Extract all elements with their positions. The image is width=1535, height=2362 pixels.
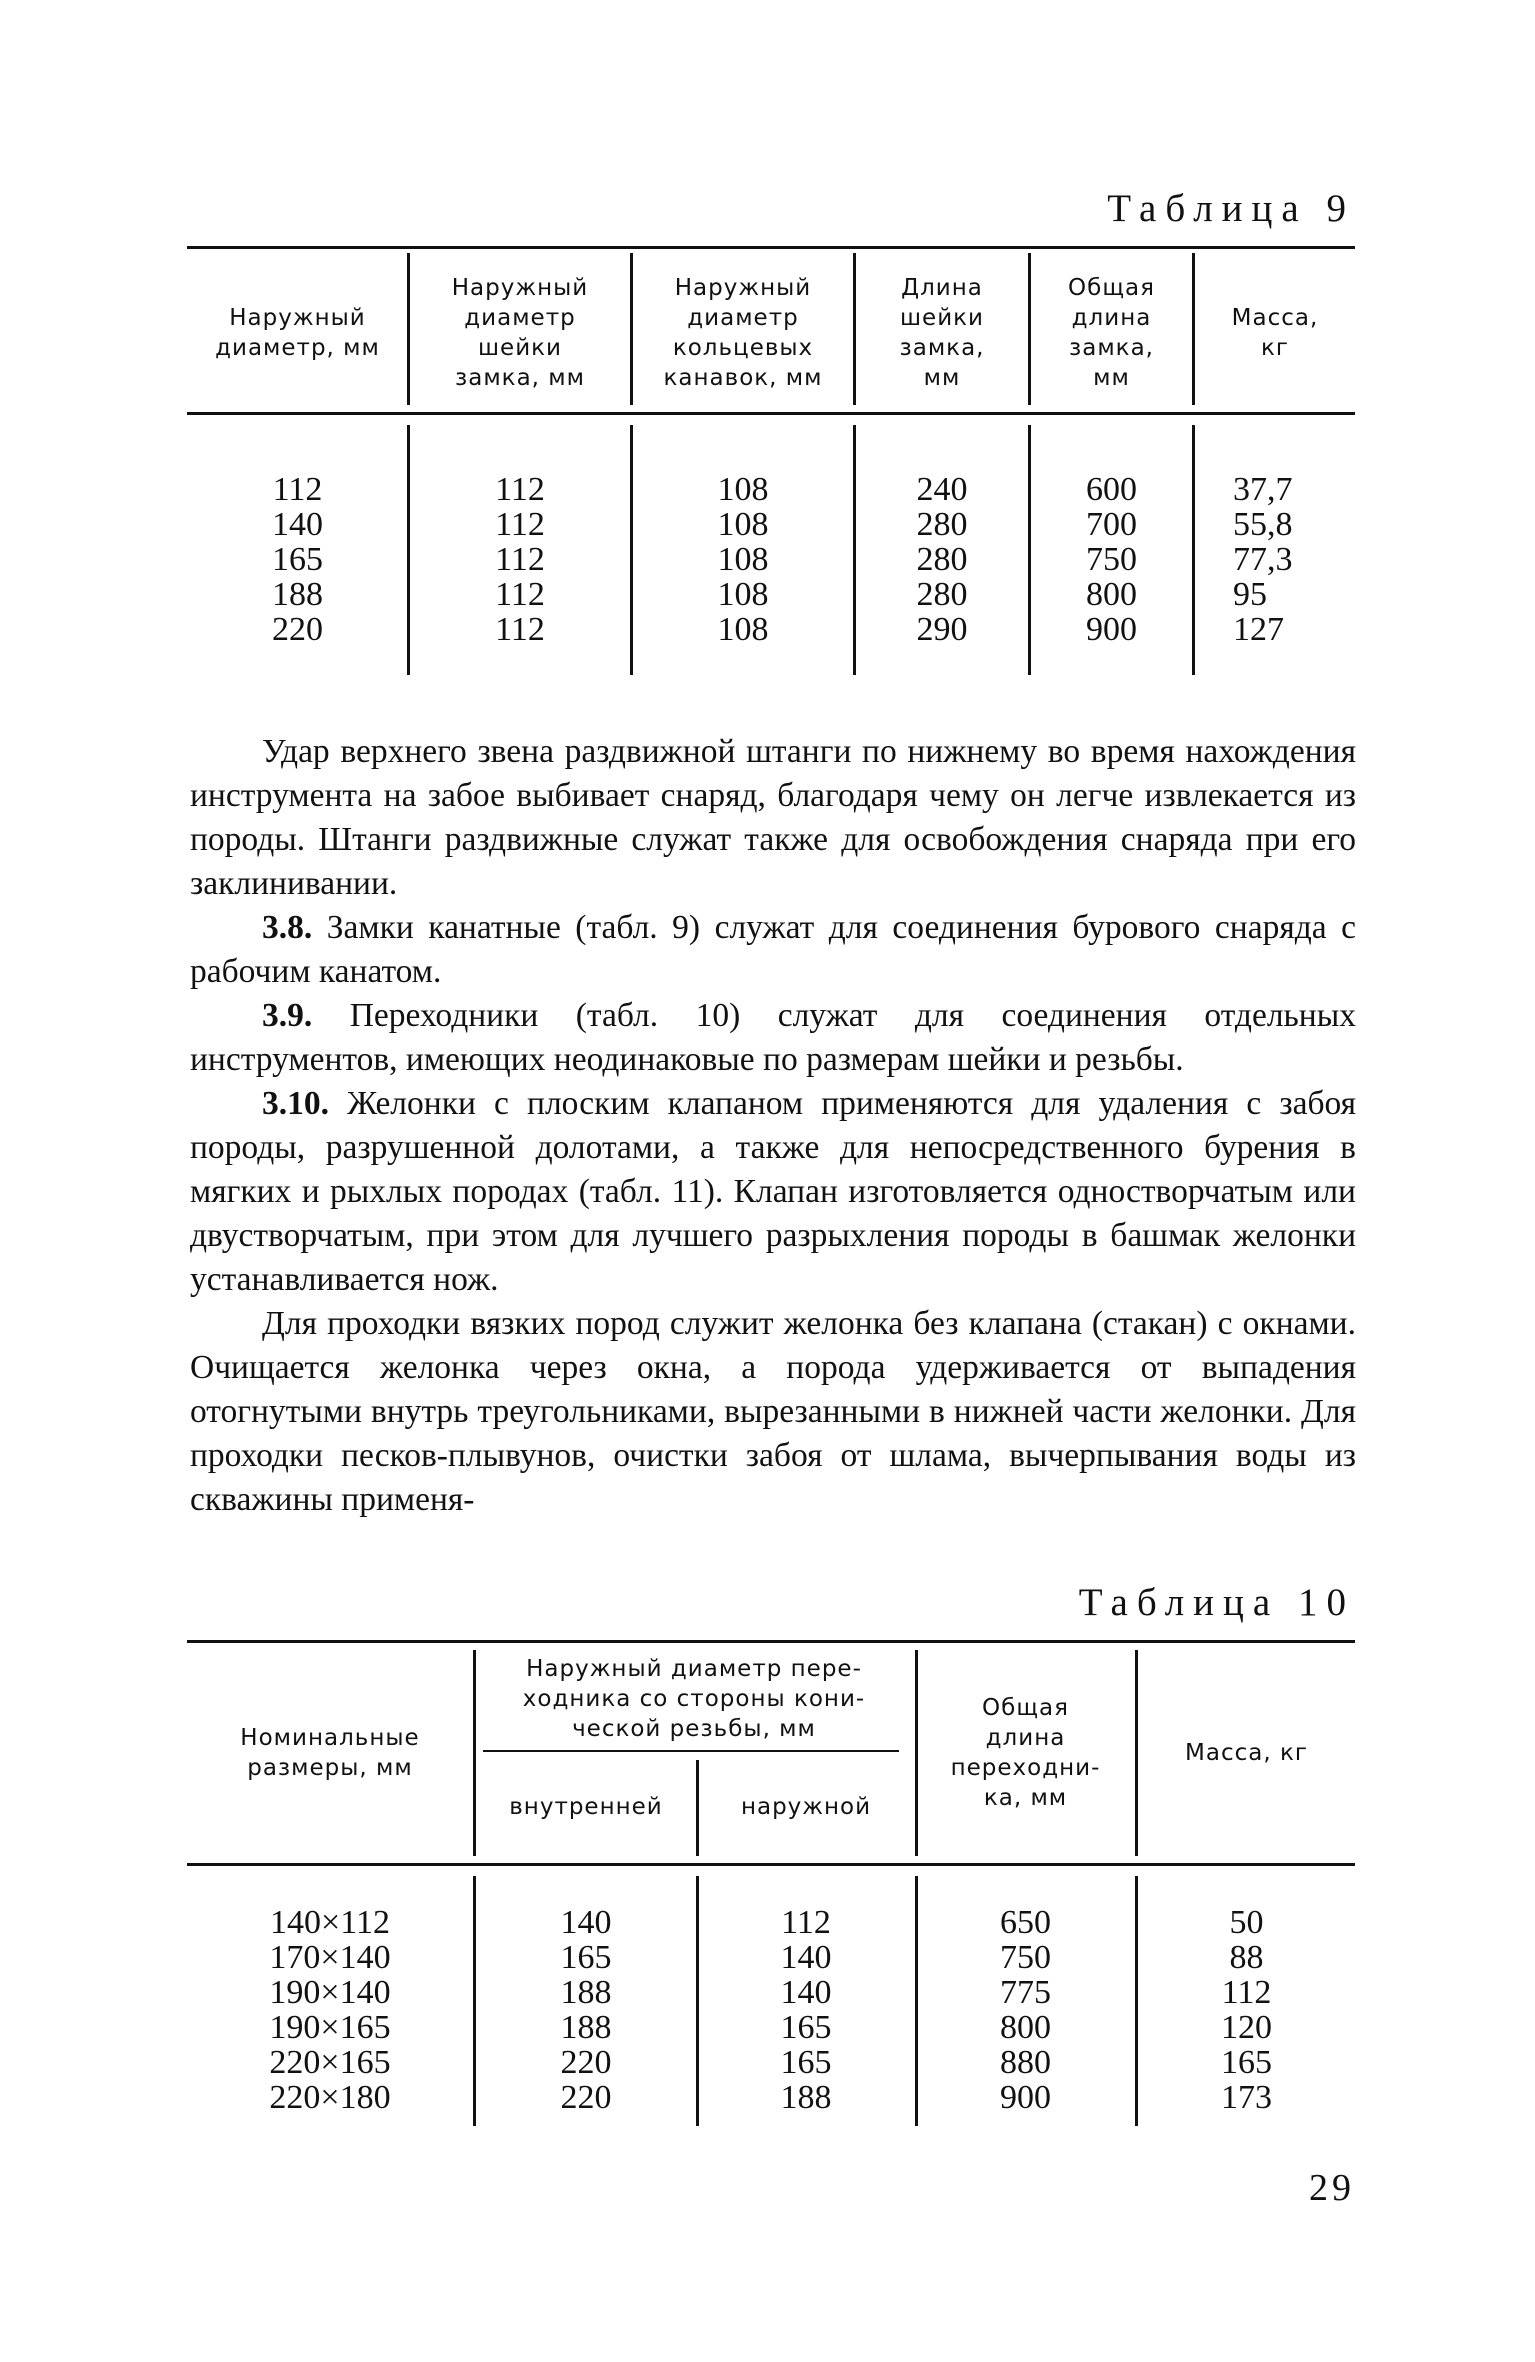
table-cell: 112 <box>495 611 545 648</box>
table-cell: 280 <box>916 576 968 613</box>
table9-header-rule <box>187 412 1355 415</box>
table-cell: 165 <box>1221 2044 1272 2081</box>
table10-subheader-rule <box>483 1750 899 1752</box>
table9-col-neck-diameter <box>410 472 630 647</box>
table-cell: 77,3 <box>1233 541 1293 578</box>
table10-divider <box>473 1650 476 1856</box>
table-cell: 170×140 <box>269 1939 391 1976</box>
body-text <box>190 730 1356 1522</box>
table-cell: 190×140 <box>269 1974 391 2011</box>
table-cell: 112 <box>495 471 545 508</box>
table9-header-neck-diameter: Наружный диаметр шейки замка, мм <box>451 274 589 391</box>
table-cell: 112 <box>495 576 545 613</box>
table-cell: 55,8 <box>1233 506 1293 543</box>
table-cell: 165 <box>780 2044 832 2081</box>
paragraph: Удар верхнего звена раздвижной штанги по нижнему во время нахождения инструмента на забое выбивает снаряд, благодаря чему он легче извлекается из породы. Штанги раздвижные служат также для освобождения снаряда при его заклинивании. <box>190 733 1356 902</box>
table-cell: 240 <box>916 471 968 508</box>
table-cell: 220×180 <box>269 2079 391 2116</box>
table9-col-neck-length <box>856 472 1028 647</box>
table10-col-mass <box>1138 1905 1355 2115</box>
table-cell: 140 <box>780 1974 832 2011</box>
table-cell: 220 <box>560 2079 612 2116</box>
table9-col-mass <box>1233 472 1353 647</box>
table10-divider <box>473 1876 476 2126</box>
table-cell: 95 <box>1233 576 1267 613</box>
page-number: 29 <box>1309 2167 1355 2209</box>
table10-header-mass: Масса, кг <box>1185 1740 1308 1766</box>
table10-header-nominal: Номинальные размеры, мм <box>240 1725 420 1781</box>
table-cell: 800 <box>1000 2009 1051 2046</box>
table-cell: 750 <box>1086 541 1137 578</box>
table-cell: 220 <box>272 611 323 648</box>
paragraph: 3.8. Замки канатные (табл. 9) служат для соединения бурового снаряда с рабочим канатом. <box>190 909 1357 990</box>
table-cell: 280 <box>916 541 968 578</box>
table9-header-outer-diameter: Наружный диаметр, мм <box>215 304 380 361</box>
table-cell: 188 <box>560 1974 612 2011</box>
table9-header-total-length: Общая длина замка, мм <box>1068 274 1155 391</box>
table-cell: 173 <box>1221 2079 1272 2116</box>
table-cell: 190×165 <box>269 2009 391 2046</box>
table10-divider <box>696 1760 699 1856</box>
table10-header-outer: наружной <box>740 1794 872 1820</box>
table9-header-mass: Масса, кг <box>1231 304 1319 361</box>
table-cell: 140×112 <box>270 1904 390 1941</box>
table-cell: 188 <box>560 2009 612 2046</box>
table9-col-groove-diameter <box>633 472 853 647</box>
paragraph: Для проходки вязких пород служит желонка без клапана (стакан) с окнами. Очищается желонка через окна, а порода удерживается от выпадения отогнутыми внутрь треугольниками, вырезанными в нижней части желонки. Для проходки песков-плывунов, очистки забоя от шлама, вычерпывания воды из скважины применя- <box>190 1305 1356 1518</box>
table-cell: 112 <box>781 1904 831 1941</box>
table10-header-rule <box>187 1863 1355 1866</box>
table-cell: 50 <box>1229 1904 1264 1941</box>
table-cell: 650 <box>1000 1904 1051 1941</box>
table-cell: 88 <box>1229 1939 1264 1976</box>
table-cell: 120 <box>1221 2009 1272 2046</box>
table-cell: 37,7 <box>1233 471 1293 508</box>
table-cell: 140 <box>272 506 323 543</box>
table-cell: 188 <box>272 576 323 613</box>
table-cell: 108 <box>717 506 769 543</box>
table-cell: 900 <box>1000 2079 1051 2116</box>
table-cell: 112 <box>495 541 545 578</box>
paragraph: 3.10. Желонки с плоским клапаном применяются для удаления с забоя породы, разрушенной долотами, а также для непосредственного бурения в мягких и рыхлых породах (табл. 11). Клапан изготовляется одностворчатым или двустворчатым, при этом для лучшего разрыхления породы в башмак желонки устанавливается нож. <box>190 1085 1357 1298</box>
table-cell: 108 <box>717 541 769 578</box>
table-cell: 140 <box>780 1939 832 1976</box>
table10-divider <box>696 1876 699 2126</box>
table9-header-groove-diameter: Наружный диаметр кольцевых канавок, мм <box>663 274 823 391</box>
table9-top-rule <box>187 246 1355 249</box>
table-cell: 280 <box>916 506 968 543</box>
table10-col-nominal <box>190 1905 470 2115</box>
table-cell: 750 <box>1000 1939 1051 1976</box>
table-cell: 108 <box>717 576 769 613</box>
table9-col-total-length <box>1031 472 1192 647</box>
table-cell: 220 <box>560 2044 612 2081</box>
table9-col-outer-diameter <box>190 472 405 647</box>
table-cell: 127 <box>1233 611 1284 648</box>
table-cell: 112 <box>495 506 545 543</box>
table-cell: 112 <box>1221 1974 1272 2011</box>
table9-header-neck-length: Длина шейки замка, мм <box>899 274 985 391</box>
table10-col-length <box>918 1905 1133 2115</box>
table-cell: 800 <box>1086 576 1137 613</box>
table10-header-group: Наружный диаметр пере- ходника со стороны кони- ческой резьбы, мм <box>522 1656 866 1742</box>
table-cell: 188 <box>780 2079 832 2116</box>
table-cell: 140 <box>560 1904 612 1941</box>
table-cell: 108 <box>717 471 769 508</box>
paragraph: 3.9. Переходники (табл. 10) служат для соединения отдельных инструментов, имеющих неодинаковые по размерам шейки и резьбы. <box>190 997 1356 1078</box>
table10-col-inner <box>478 1905 694 2115</box>
table10-col-outer <box>700 1905 912 2115</box>
table10-caption: Таблица 10 <box>1078 1581 1355 1624</box>
table9-divider <box>1192 425 1195 675</box>
table-cell: 880 <box>1000 2044 1051 2081</box>
table-cell: 112 <box>272 471 323 508</box>
table10-top-rule <box>187 1640 1355 1643</box>
table-cell: 165 <box>560 1939 612 1976</box>
table10-header-inner: внутренней <box>509 1794 663 1820</box>
table-cell: 108 <box>717 611 769 648</box>
table-cell: 700 <box>1086 506 1137 543</box>
table-cell: 775 <box>1000 1974 1051 2011</box>
table-cell: 600 <box>1086 471 1137 508</box>
table10-header-length: Общая длина переходни- ка, мм <box>950 1695 1101 1811</box>
table-cell: 220×165 <box>269 2044 391 2081</box>
table9-caption: Таблица 9 <box>1107 187 1355 230</box>
table-cell: 165 <box>272 541 323 578</box>
table-cell: 290 <box>916 611 968 648</box>
table-cell: 900 <box>1086 611 1137 648</box>
table-cell: 165 <box>780 2009 832 2046</box>
